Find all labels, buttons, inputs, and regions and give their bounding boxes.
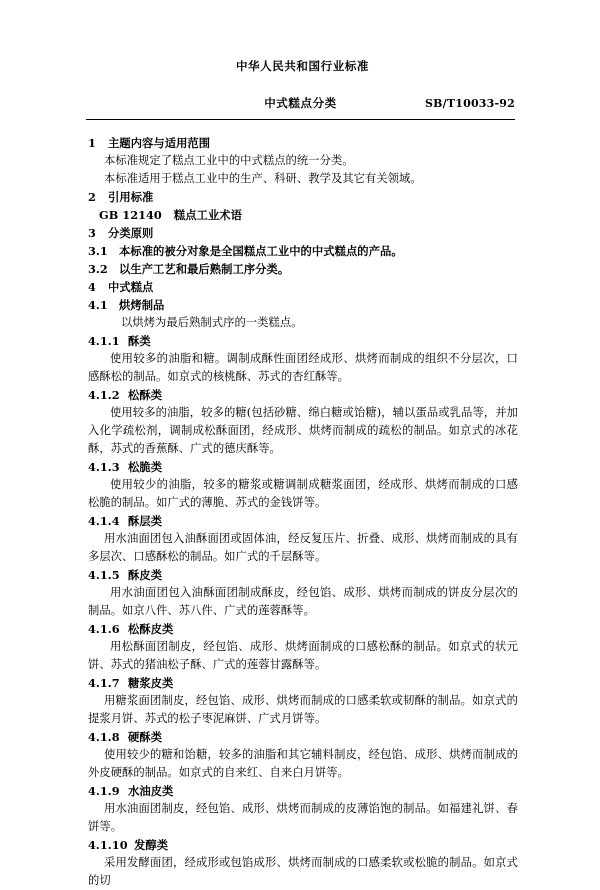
section-paragraph: 使用较多的油脂和糖。调制成酥性面团经成形、烘烤而制成的组织不分层次，口感酥松的制品。如京式的核桃酥、苏式的杏红酥等。: [88, 352, 518, 383]
section-paragraph: 用水油面团包入油酥面团制成酥皮，经包馅、成形、烘烤而制成的饼皮分层次的制品。如京八件、苏八件、广式的莲蓉酥等。: [88, 586, 518, 617]
section-label: 松酥皮类: [128, 622, 174, 636]
section-number: 4.1.5: [88, 568, 120, 582]
section-label: 中式糕点: [108, 280, 154, 294]
section-number: 4.1.3: [88, 460, 120, 474]
section-heading: [88, 242, 518, 260]
section-heading: [88, 386, 518, 404]
section-paragraph: 用松酥面团制皮，经包馅、成形、烘烤面制成的口感松酥的制品。如京式的状元饼、苏式的猪油松子酥、广式的莲蓉甘露酥等。: [88, 640, 518, 671]
section-label: 本标准的被分对象是全国糕点工业中的中式糕点的产品。: [119, 244, 403, 258]
section-label: 水油皮类: [128, 784, 174, 798]
section-paragraph: 以烘烤为最后熟制式序的一类糕点。: [121, 316, 303, 329]
section-heading: [88, 512, 518, 530]
section-heading: [88, 458, 518, 476]
page-title: 中式糕点分类: [264, 96, 337, 110]
section-number: 4.1.1: [88, 334, 120, 348]
section-number: 4.1.8: [88, 730, 120, 744]
section-number: 3: [88, 226, 96, 240]
section-number: 4.1.9: [88, 784, 120, 798]
section-number: 4: [88, 280, 96, 294]
section-label: 烘烤制品: [119, 298, 165, 312]
section-heading: [88, 296, 518, 314]
section-number: 3.2: [88, 262, 108, 276]
section-paragraph: 用糖浆面团制皮，经包馅、成形、烘烤而制成的口感柔软或韧酥的制品。如京式的提浆月饼、苏式的松子枣泥麻饼、广式月饼等。: [88, 694, 518, 725]
section-heading: [88, 674, 518, 692]
section-number: 4.1.2: [88, 388, 120, 402]
section-label: 酥皮类: [128, 568, 163, 582]
section-label: 引用标准: [108, 190, 154, 204]
section-heading: [88, 188, 518, 206]
section-number: 2: [88, 190, 96, 204]
standard-number: SB/T10033-92: [425, 97, 515, 110]
section-label: 以生产工艺和最后熟制工序分类。: [119, 262, 290, 276]
section-number: 4.1.7: [88, 676, 120, 690]
section-paragraph: 使用较少的糖和饴糖，较多的油脂和其它辅料制皮，经包馅、成形、烘烤而制成的外皮硬酥的制品。如京式的自来红、自来白月饼等。: [88, 748, 518, 779]
section-heading: [88, 260, 518, 278]
national-standard-line: 中华人民共和国行业标准: [235, 59, 370, 73]
section-paragraph: 本标准适用于糕点工业中的生产、科研、教学及其它有关领域。: [104, 172, 422, 185]
header-divider: [86, 119, 515, 120]
section-paragraph: 采用发酵面团，经成形或包馅成形、烘烤而制成的口感柔软或松脆的制品。如京式的切: [88, 856, 518, 887]
section-number: 4.1.4: [88, 514, 120, 528]
section-number: 4.1: [88, 298, 108, 312]
section-heading: [88, 728, 518, 746]
section-paragraph: 使用较少的油脂，较多的糖浆或糖调制成糖浆面团，经成形、烘烤而制成的口感松脆的制品。如广式的薄脆、苏式的金钱饼等。: [88, 478, 518, 509]
section-label: 分类原则: [108, 226, 154, 240]
section-number: 4.1.6: [88, 622, 120, 636]
section-heading: [88, 134, 518, 152]
section-label: 发醇类: [134, 838, 169, 852]
section-label: 松脆类: [128, 460, 163, 474]
section-heading: [88, 278, 518, 296]
referenced-standard: [88, 206, 518, 224]
referenced-standard-code: GB 12140: [99, 208, 162, 222]
section-number: 3.1: [88, 244, 108, 258]
section-heading: [88, 224, 518, 242]
section-label: 主题内容与适用范围: [108, 136, 211, 150]
section-number: 4.1.10: [88, 838, 128, 852]
section-label: 硬酥类: [128, 730, 163, 744]
section-label: 糖浆皮类: [128, 676, 174, 690]
section-label: 酥层类: [128, 514, 163, 528]
section-paragraph: 用水油面团制皮，经包馅、成形、烘烤而制成的皮薄馅饱的制品。如福建礼饼、春饼等。: [88, 802, 518, 833]
title-row: [86, 94, 515, 111]
section-label: 松酥类: [128, 388, 163, 402]
section-label: 酥类: [128, 334, 151, 348]
section-heading: [88, 836, 518, 854]
section-heading: [88, 782, 518, 800]
referenced-standard-name: 糕点工业术语: [173, 208, 242, 222]
section-heading: [88, 566, 518, 584]
section-paragraph: 用水油面团包入油酥面团或固体油，经反复压片、折叠、成形、烘烤而制成的具有多层次、口感酥松的制品。如广式的千层酥等。: [88, 532, 518, 563]
section-paragraph: 使用较多的油脂，较多的糖(包括砂糖、绵白糖或饴糖)，辅以蛋品或乳品等，并加入化学疏松剂，调制成松酥面团，经成形、烘烤而制成的疏松的制品。如京式的冰花酥，苏式的香蕉酥、广式的德庆酥等。: [88, 406, 518, 455]
section-number: 1: [88, 136, 96, 150]
section-heading: [88, 332, 518, 350]
document-header: [86, 58, 515, 120]
section-heading: [88, 620, 518, 638]
document-body: [88, 134, 518, 890]
section-paragraph: 本标准规定了糕点工业中的中式糕点的统一分类。: [104, 154, 354, 167]
